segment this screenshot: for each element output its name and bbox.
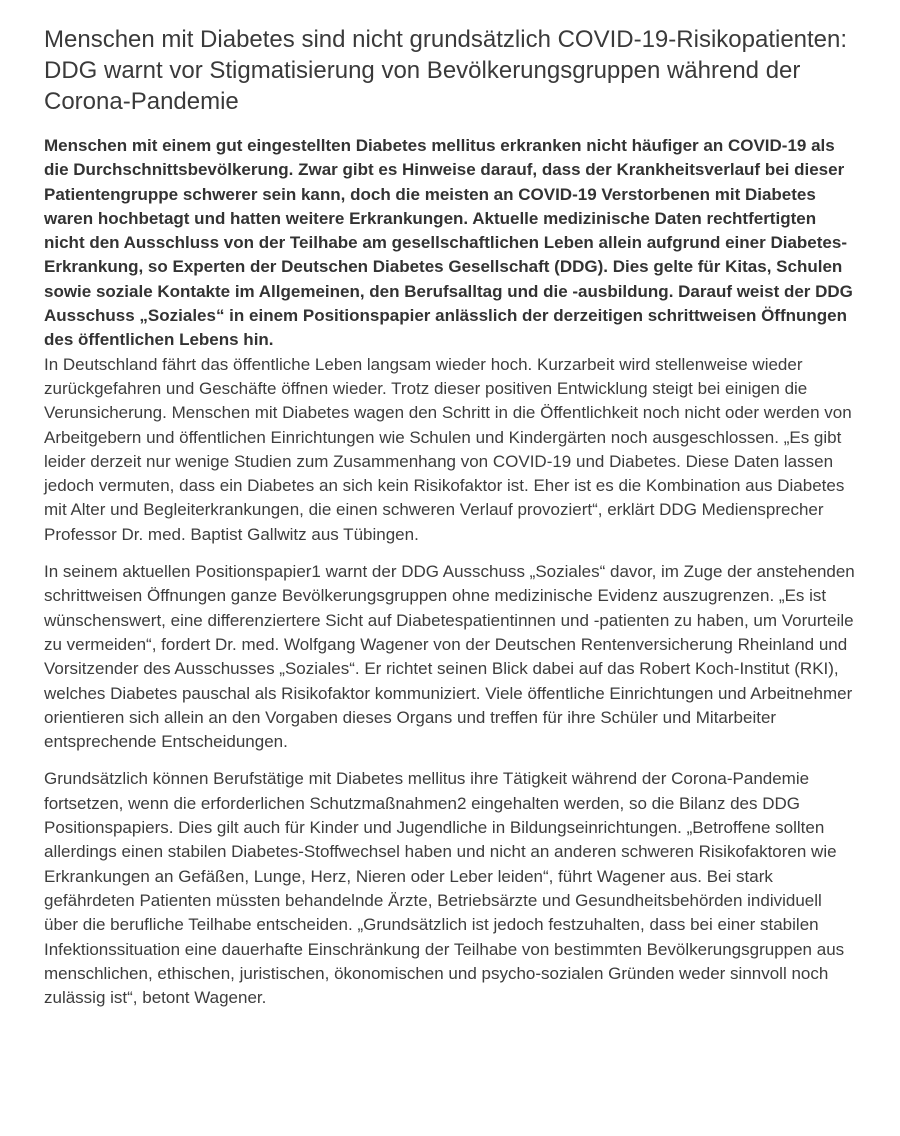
article-paragraph-3: Grundsätzlich können Berufstätige mit Diabetes mellitus ihre Tätigkeit während der Corona-Pandemie fortsetzen, wenn die erforderlichen Schutzmaßnahmen2 eingehalten werden, so die Bilanz des DDG Positionspapiers. Dies gilt auch für Kinder und Jugendliche in Bildungseinrichtungen. „Betroffene sollten allerdings einen stabilen Diabetes-Stoffwechsel haben und nicht an anderen schweren Risikofaktoren wie Erkrankungen an Gefäßen, Lunge, Herz, Nieren oder Leber leiden“, führt Wagener aus. Bei stark gefährdeten Patienten müssten behandelnde Ärzte, Betriebsärzte und Gesundheitsbehörden individuell über die berufliche Teilhabe entscheiden. „Grundsätzlich ist jedoch festzuhalten, dass bei einer stabilen Infektionssituation eine dauerhafte Einschränkung der Teilhabe von bestimmten Bevölkerungsgruppen aus menschlichen, ethischen, juristischen, ökonomischen und psycho-sozialen Gründen weder sinnvoll noch zulässig ist“, betont Wagener.	[44, 769, 845, 1008]
article-paragraph-2: In seinem aktuellen Positionspapier1 warnt der DDG Ausschuss „Soziales“ davor, im Zuge der anstehenden schrittweisen Öffnungen ganze Bevölkerungsgruppen ohne medizinische Evidenz auszugrenzen. „Es ist wünschenswert, eine differenziertere Sicht auf Diabetespatientinnen und -patienten zu haben, um Vorurteile zu vermeiden“, fordert Dr. med. Wolfgang Wagener von der Deutschen Rentenversicherung Rheinland und Vorsitzender des Ausschusses „Soziales“. Er richtet seinen Blick dabei auf das Robert Koch-Institut (RKI), welches Diabetes pauschal als Risikofaktor kommuniziert. Viele öffentliche Einrichtungen und Arbeitnehmer orientieren sich allein an den Vorgaben dieses Organs und treffen für ihre Schüler und Mitarbeiter entsprechende Entscheidungen.	[44, 562, 855, 752]
article-lead: Menschen mit einem gut eingestellten Diabetes mellitus erkranken nicht häufiger an COVID-19 als die Durchschnittsbevölkerung. Zwar gibt es Hinweise darauf, dass der Krankheitsverlauf bei dieser Patientengruppe schwerer sein kann, doch die meisten an COVID-19 Verstorbenen mit Diabetes waren hochbetagt und hatten weitere Erkrankungen. Aktuelle medizinische Daten rechtfertigten nicht den Ausschluss von der Teilhabe am gesellschaftlichen Leben allein aufgrund einer Diabetes-Erkrankung, so Experten der Deutschen Diabetes Gesellschaft (DDG). Dies gelte für Kitas, Schulen sowie soziale Kontakte im Allgemeinen, den Berufsalltag und die -ausbildung. Darauf weist der DDG Ausschuss „Soziales“ in einem Positionspapier anlässlich der derzeitigen schrittweisen Öffnungen des öffentlichen Lebens hin.	[44, 136, 853, 350]
article-paragraph-1: In Deutschland fährt das öffentliche Leben langsam wieder hoch. Kurzarbeit wird stellenweise wieder zurückgefahren und Geschäfte öffnen wieder. Trotz dieser positiven Entwicklung steigt bei einigen die Verunsicherung. Menschen mit Diabetes wagen den Schritt in die Öffentlichkeit noch nicht oder werden von Arbeitgebern und öffentlichen Einrichtungen wie Schulen und Kindergärten noch ausgeschlossen. „Es gibt leider derzeit nur wenige Studien zum Zusammenhang von COVID-19 und Diabetes. Diese Daten lassen jedoch vermuten, dass ein Diabetes an sich kein Risikofaktor ist. Eher ist es die Kombination aus Diabetes mit Alter und Begleiterkrankungen, die einen schweren Verlauf provoziert“, erklärt DDG Mediensprecher Professor Dr. med. Baptist Gallwitz aus Tübingen.	[44, 354, 852, 544]
article-title: Menschen mit Diabetes sind nicht grundsätzlich COVID-19-Risikopatienten: DDG warnt vor Stigmatisierung von Bevölkerungsgruppen während der Corona-Pandemie	[44, 26, 848, 115]
